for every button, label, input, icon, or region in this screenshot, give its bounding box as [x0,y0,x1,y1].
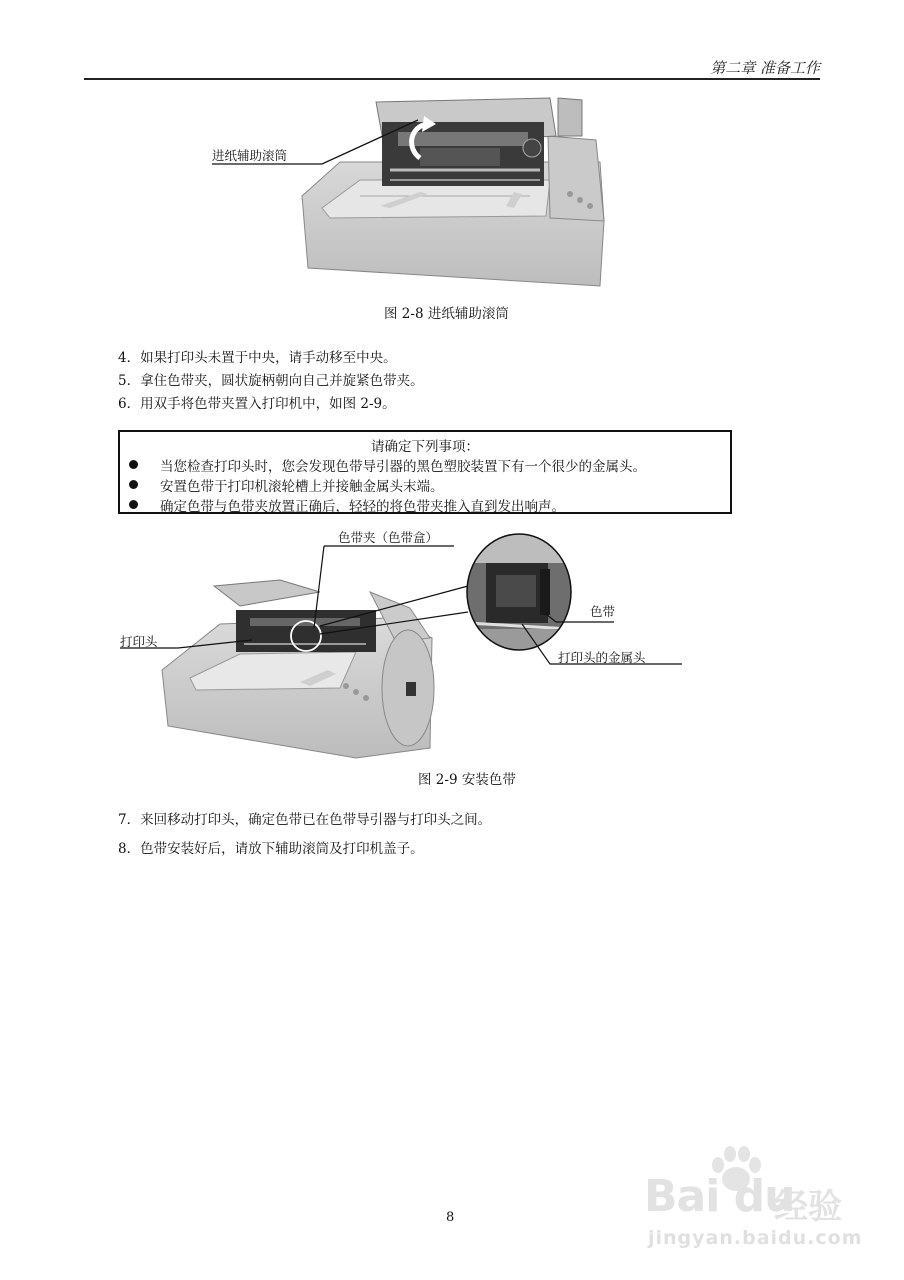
callout-metal-head: 打印头的金属头 [558,650,646,665]
callout-ribbon-cartridge: 色带夹（色带盒） [338,530,439,545]
watermark-brand: Bai du [644,1171,795,1222]
notice-item-text: 当您检查打印头时，您会发现色带导引器的黑色塑胶装置下有一个很少的金属头。 [160,459,646,475]
notice-item [120,455,730,475]
step-4: 4．如果打印头未置于中央，请手动移至中央。 [118,350,397,366]
step-7: 7．来回移动打印头，确定色带已在色带导引器与打印头之间。 [118,812,492,828]
notice-item [120,495,730,515]
bullet-icon [129,500,138,509]
step-5: 5．拿住色带夹，圆状旋柄朝向自己并旋紧色带夹。 [118,373,424,389]
notice-box [118,430,732,514]
header-rule [84,78,820,80]
notice-item-text: 安置色带于打印机滚轮槽上并接触金属头末端。 [160,479,444,495]
step-8: 8．色带安装好后，请放下辅助滚筒及打印机盖子。 [118,841,424,857]
steps-7-8 [118,806,491,864]
figure-2-8-caption: 图 2-8 进纸辅助滚筒 [384,306,509,322]
figure-2-9-caption: 图 2-9 安装色带 [418,772,516,788]
step-6: 6．用双手将色带夹置入打印机中，如图 2-9。 [118,396,396,412]
watermark-url: jingyan.baidu.com [648,1227,863,1249]
baidu-jingyan-watermark [636,1145,866,1255]
watermark-cn: 经验 [774,1187,842,1227]
page-number: 8 [446,1210,455,1225]
figure-2-8-printer-photo [300,96,606,288]
figure-2-9-printer-photo [160,578,436,760]
notice-item-text: 确定色带与色带夹放置正确后，轻轻的将色带夹推入直到发出响声。 [160,499,565,515]
notice-item [120,475,730,495]
chapter-title: 第二章 准备工作 [710,59,820,77]
callout-ribbon: 色带 [590,604,616,619]
bullet-icon [129,460,138,469]
callout-feed-roller: 进纸辅助滚筒 [212,148,288,163]
figure-2-9-detail-zoom [466,533,572,651]
callout-print-head: 打印头 [120,634,158,649]
steps-4-6 [118,347,424,416]
notice-title: 请确定下列事项： [371,439,479,455]
bullet-icon [129,480,138,489]
